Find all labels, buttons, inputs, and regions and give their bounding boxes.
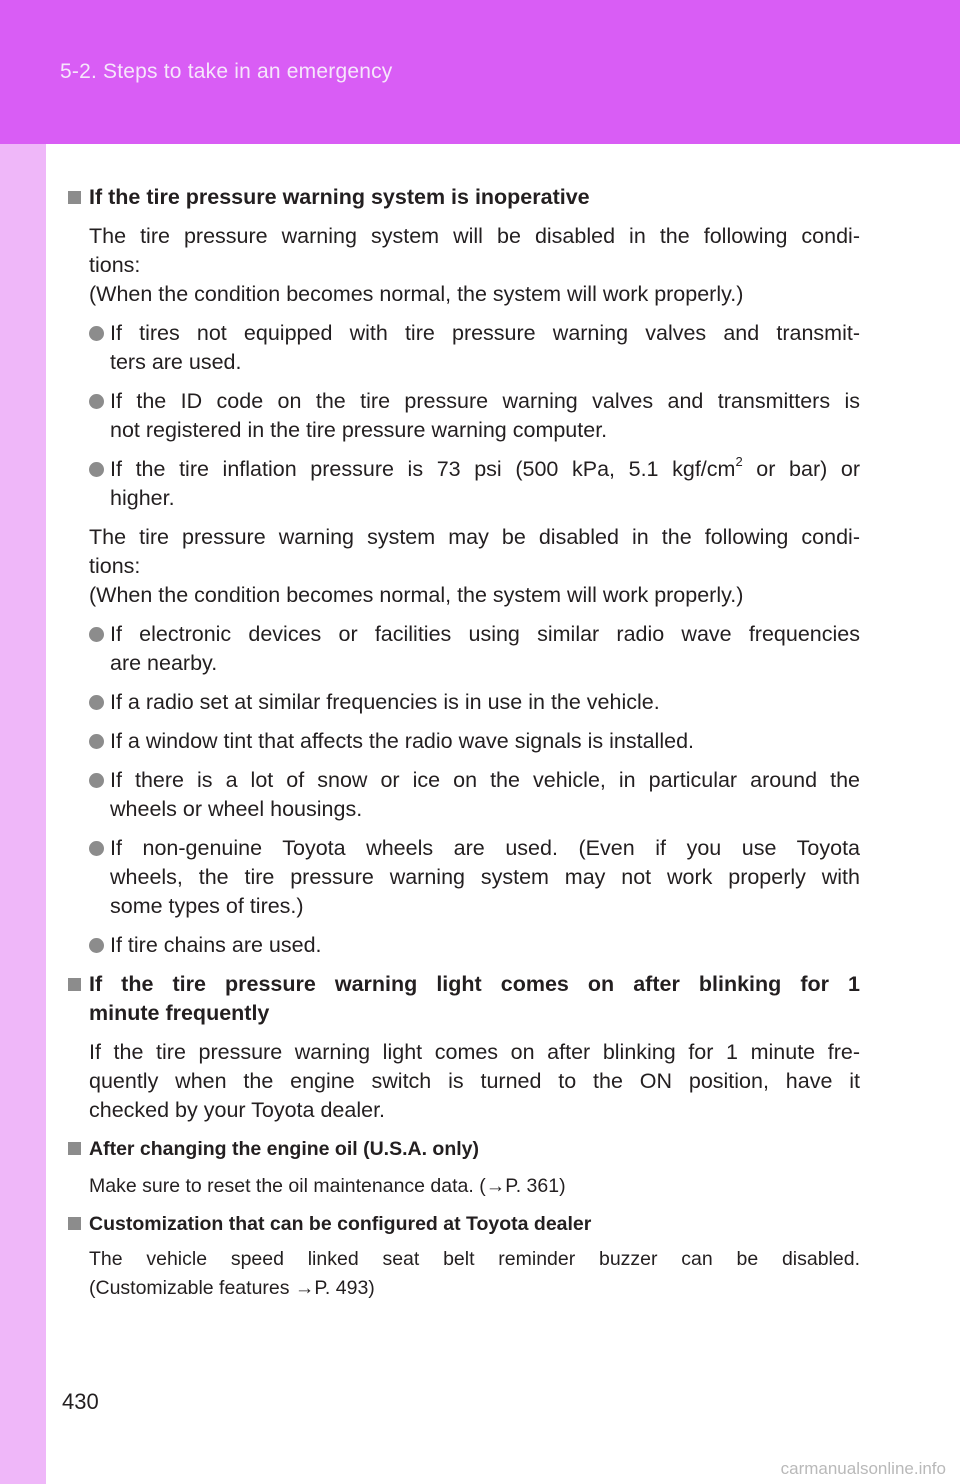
bullet-dot-icon: [89, 695, 104, 710]
square-bullet-icon: [68, 978, 81, 991]
paragraph-disabled-conditions: The tire pressure warning system will be disabled in the following condi- tions: (When the condition becomes normal, the system will work properly.): [89, 224, 860, 306]
section-title: 5-2. Steps to take in an emergency: [60, 60, 393, 83]
square-bullet-icon: [68, 1142, 81, 1155]
header-band: [0, 0, 960, 144]
bullet-dot-icon: [89, 841, 104, 856]
watermark: carmanualsonline.info: [780, 1459, 946, 1478]
heading-tpws-inoperative: If the tire pressure warning system is inoperative: [68, 183, 860, 212]
bullet-dot-icon: [89, 394, 104, 409]
heading-customization: Customization that can be configured at Toyota dealer: [68, 1210, 860, 1239]
list-item: If there is a lot of snow or ice on the vehicle, in particular around the wheels or wheel housings.: [110, 766, 860, 824]
square-bullet-icon: [68, 1217, 81, 1230]
page-number: 430: [62, 1389, 99, 1414]
list-item: If tire chains are used.: [110, 931, 860, 960]
list-item: If the tire inflation pressure is 73 psi (500 kPa, 5.1 kgf/$cm^2$ or bar) or higher.: [110, 455, 860, 513]
bullet-dot-icon: [89, 462, 104, 477]
list-item: If tires not equipped with tire pressure warning valves and transmit- ters are used.: [110, 319, 860, 377]
list-item: If a radio set at similar frequencies is in use in the vehicle.: [110, 688, 860, 717]
list-item: If a window tint that affects the radio wave signals is installed.: [110, 727, 860, 756]
paragraph-customization: The vehicle speed linked seat belt reminder buzzer can be disabled. (Customizable features →P. 493): [89, 1248, 860, 1299]
side-strip: [0, 144, 46, 1484]
square-bullet-icon: [68, 191, 81, 204]
paragraph-oil-reset: Make sure to reset the oil maintenance data. (→P. 361): [89, 1175, 566, 1197]
bullet-dot-icon: [89, 938, 104, 953]
bullet-dot-icon: [89, 627, 104, 642]
bullet-dot-icon: [89, 734, 104, 749]
heading-warning-light-blinking: If the tire pressure warning light comes on after blinking for 1 minute frequently: [68, 970, 860, 1028]
bullet-dot-icon: [89, 326, 104, 341]
list-item: If electronic devices or facilities using similar radio wave frequencies are nearby.: [110, 620, 860, 678]
heading-engine-oil: After changing the engine oil (U.S.A. only): [68, 1135, 860, 1164]
paragraph-may-be-disabled: The tire pressure warning system may be disabled in the following condi- tions: (When the condition becomes normal, the system will work properly.): [89, 525, 860, 607]
paragraph-warning-light: If the tire pressure warning light comes on after blinking for 1 minute fre- quently when the engine switch is turned to the ON position, have it checked by your Toyota dealer.: [89, 1040, 860, 1122]
page-content: [68, 183, 860, 1303]
list-item: If non-genuine Toyota wheels are used. (Even if you use Toyota wheels, the tire pressure warning system may not work properly with some types of tires.): [110, 834, 860, 921]
list-item: If the ID code on the tire pressure warning valves and transmitters is not registered in the tire pressure warning computer.: [110, 387, 860, 445]
bullet-dot-icon: [89, 773, 104, 788]
